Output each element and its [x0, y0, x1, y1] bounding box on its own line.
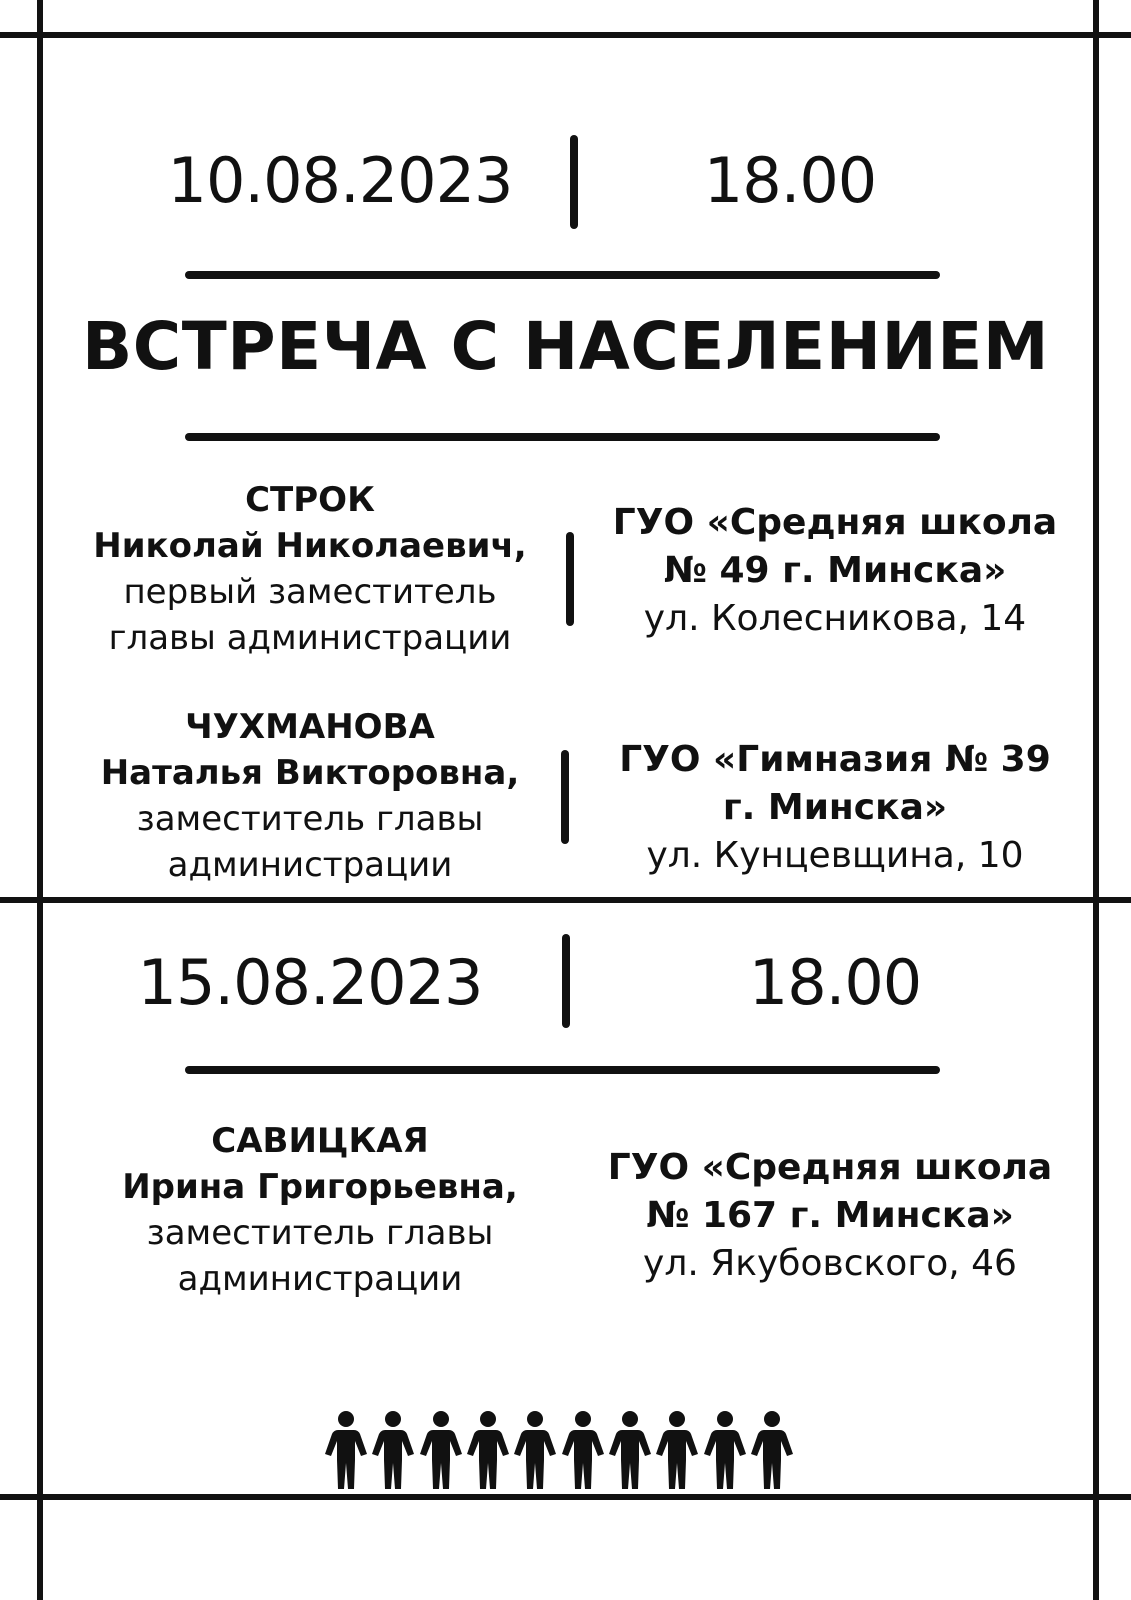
person-role-line-2: администрации	[177, 1259, 463, 1299]
person-icon	[655, 1410, 699, 1490]
frame-middle-line	[0, 897, 1131, 903]
meeting-1-time: 18.00	[703, 144, 877, 217]
school-address: ул. Колесникова, 14	[643, 598, 1027, 639]
person-role-line-2: главы администрации	[108, 618, 512, 658]
meeting-1-entry-2-separator	[561, 750, 569, 844]
frame-right-line	[1093, 0, 1099, 1600]
meeting-1-date: 10.08.2023	[167, 144, 513, 217]
person-icon	[324, 1410, 368, 1490]
person-role-line-1: заместитель главы	[136, 799, 484, 839]
person-name: Николай Николаевич,	[93, 526, 527, 566]
person-icon	[513, 1410, 557, 1490]
meeting-2-person-1	[70, 1118, 570, 1302]
person-icon	[419, 1410, 463, 1490]
person-role-line-1: заместитель главы	[146, 1213, 494, 1253]
people-icons-row	[324, 1410, 794, 1490]
frame-bottom-line	[0, 1494, 1131, 1500]
person-icon	[561, 1410, 605, 1490]
person-icon	[608, 1410, 652, 1490]
person-role-line-1: первый заместитель	[123, 572, 497, 612]
rule-under-date-2	[185, 1066, 940, 1074]
person-surname: САВИЦКАЯ	[211, 1121, 429, 1161]
meeting-1-entry-1-separator	[566, 532, 574, 626]
frame-top-line	[0, 32, 1131, 38]
meeting-1-person-2	[60, 704, 560, 888]
school-name-line-2: г. Минска»	[722, 787, 948, 828]
school-name-line-1: ГУО «Гимназия № 39	[619, 739, 1051, 780]
person-icon	[750, 1410, 794, 1490]
person-icon	[371, 1410, 415, 1490]
meeting-1-place-1	[585, 499, 1085, 643]
school-address: ул. Кунцевщина, 10	[646, 835, 1024, 876]
school-name-line-2: № 167 г. Минска»	[646, 1195, 1014, 1236]
person-name: Ирина Григорьевна,	[122, 1167, 518, 1207]
person-icon	[466, 1410, 510, 1490]
school-name-line-2: № 49 г. Минска»	[663, 550, 1007, 591]
meeting-1-person-1	[60, 477, 560, 661]
frame-left-line	[37, 0, 43, 1600]
meeting-2-date: 15.08.2023	[137, 946, 483, 1019]
meeting-1-date-time-separator	[570, 135, 578, 229]
page-title: ВСТРЕЧА С НАСЕЛЕНИЕМ	[82, 308, 1049, 385]
meeting-1-place-2	[585, 736, 1085, 880]
school-address: ул. Якубовского, 46	[643, 1243, 1017, 1284]
school-name-line-1: ГУО «Средняя школа	[612, 502, 1058, 543]
rule-under-date-1	[185, 271, 940, 279]
rule-under-title	[185, 433, 940, 441]
person-role-line-2: администрации	[167, 845, 453, 885]
person-name: Наталья Викторовна,	[100, 753, 520, 793]
person-surname: СТРОК	[245, 480, 375, 520]
meeting-2-place-1	[580, 1144, 1080, 1288]
school-name-line-1: ГУО «Средняя школа	[607, 1147, 1053, 1188]
person-surname: ЧУХМАНОВА	[185, 707, 435, 747]
person-icon	[703, 1410, 747, 1490]
meeting-2-time: 18.00	[748, 946, 922, 1019]
meeting-2-date-time-separator	[562, 934, 570, 1028]
